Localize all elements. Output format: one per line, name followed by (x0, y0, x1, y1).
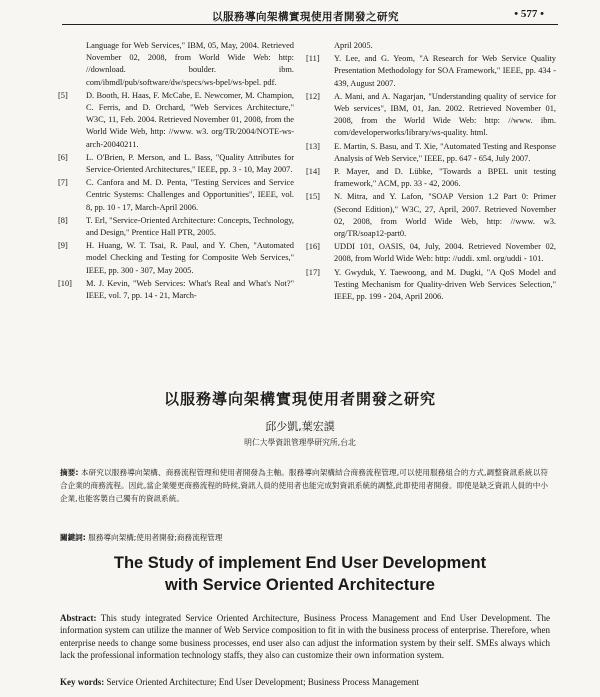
reference-number: [5] (58, 90, 68, 100)
reference-number: [15] (306, 192, 320, 202)
authors-chinese: 邱少凱,葉宏謨 (265, 420, 335, 433)
reference-number: [9] (58, 241, 68, 251)
reference-item (306, 53, 556, 90)
reference-text: A. Mani, and A. Nagarjan, "Understanding quality of service for Web services", IBM, 01, Jan. 2002. Retrieved November 01, 2008, from the World Wide Web: http: //www. ibm. com/developerworks/library/ws-quality. html. (334, 91, 556, 138)
reference-text: E. Martin, S. Basu, and T. Xie, "Automated Testing and Response Analysis of Web Service," IEEE, pp. 647 - 654, July 2007. (334, 141, 556, 163)
keywords-label-chinese: 關鍵詞: (60, 533, 86, 542)
reference-number: [14] (306, 167, 320, 177)
keywords-english (60, 677, 550, 687)
abstract-chinese (60, 466, 548, 505)
reference-number: [17] (306, 267, 320, 277)
paper-title-english (0, 552, 600, 596)
abstract-english (60, 612, 550, 662)
abstract-label-english: Abstract: (60, 613, 97, 623)
keywords-text-english: Service Oriented Architecture; End User Development; Business Process Management (106, 677, 419, 687)
reference-item (58, 90, 294, 151)
reference-item (306, 40, 556, 52)
reference-item (58, 177, 294, 214)
abstract-text-chinese: 本研究以服務導向架構、商務流程管理和使用者開發為主軸。服務導向架構結合商務流程管理,可以使用服務組合的方式,調整資訊系統以符合企業的商務流程。因此,當企業變更商務流程的時候,資訊人員的使用者也能完成對資訊系統的調整,此即使用者開發。即使是缺乏資訊人員的中小企業,也能客製自己獨有的資訊系統。 (60, 468, 548, 503)
reference-number: [8] (58, 215, 68, 225)
reference-number: [13] (306, 141, 320, 151)
page-header (62, 6, 558, 25)
reference-item (306, 166, 556, 190)
reference-text: UDDI 101, OASIS, 04, July, 2004. Retrieved November 02, 2008, from World Wide Web: http: //uddi. xml. org/uddi - 101. (334, 242, 556, 264)
reference-item (306, 241, 556, 265)
reference-item (58, 240, 294, 277)
reference-text: N. Mitra, and Y. Lafon, "SOAP Version 1.2 Part 0: Primer (Second Edition)," W3C, 27, April, 2007. Retrieved November 02, 2008, from World Wide Web, http: //www. w3. org/TR/soap12-part0. (334, 192, 556, 239)
affiliation-chinese: 明仁大學資訊管理學研究所,台北 (244, 438, 356, 447)
reference-text: Language for Web Services," IBM, 05, May, 2004. Retrieved November 02, 2008, from World Wide Web: http: //download. boulder. ibm. com/ibmdl/pub/software/dw/specs/ws-bpel/ws-bpel. pdf. (86, 41, 294, 87)
keywords-label-english: Key words: (60, 677, 105, 687)
reference-item (58, 152, 294, 176)
reference-item (306, 91, 556, 140)
reference-number: [6] (58, 152, 68, 162)
running-title: 以服務導向架構實現使用者開發之研究 (212, 12, 399, 23)
page-number: • 577 • (514, 8, 544, 20)
keywords-chinese (60, 532, 548, 543)
title-english-line-1: The Study of implement End User Development (113, 554, 487, 572)
reference-text: T. Erl, "Service-Oriented Architecture: Concepts, Technology, and Design," Prentice Hall PTR, 2005. (86, 215, 294, 238)
keywords-text-chinese: 服務導向架構;使用者開發;商務流程管理 (88, 533, 223, 542)
reference-text: Y. Lee, and G. Yeom, "A Research for Web Service Quality Presentation Methodology for SOA Framework," IEEE, pp. 434 - 439, August 2007. (334, 54, 556, 88)
reference-text: P. Mayer, and D. Lübke, "Towards a BPEL unit testing framework," ACM, pp. 33 - 42, 2006. (334, 167, 556, 189)
abstract-label-chinese: 摘要: (60, 468, 79, 477)
abstract-text-english: This study integrated Service Oriented Architecture, Business Process Management and End User Development. The information system can utilize the manner of Web Service composition to fit in with the business process of enterprise. Therefore, when enterprise needs to change some business processes, end user also can adjust the information system by their self. SMEs always which lack the professional information technology staffs, they also can customize their own information system. (60, 613, 550, 661)
reference-text: M. J. Kevin, "Web Services: What's Real and What's Not?" IEEE, vol. 7, pp. 14 - 21, March- (86, 278, 294, 301)
reference-text: C. Canfora and M. D. Penta, "Testing Services and Service Centric Systems: Challenges and Opportunities", IEEE, vol. 8, pp. 10 - 17, March-April 2006. (86, 178, 294, 212)
reference-item (306, 191, 556, 240)
reference-item (58, 215, 294, 239)
reference-number: [7] (58, 178, 68, 188)
reference-number: [16] (306, 242, 320, 252)
reference-text: L. O'Brien, P. Merson, and L. Bass, "Quality Attributes for Service-Oriented Architectures," IEEE, pp. 3 - 10, May 2007. (86, 152, 294, 175)
reference-text: Y. Gwyduk, Y. Taewoong, and M. Dugki, "A QoS Model and Testing Mechanism for Quality-driven Web Services Selection," IEEE, pp. 199 - 204, April 2006. (334, 267, 556, 302)
reference-item (58, 278, 294, 302)
references-left-column (58, 40, 294, 303)
reference-text: D. Booth, H. Haas, F. McCabe, E. Newcomer, M. Champion, C. Ferris, and D. Orchard, "Web Services Architecture," W3C, 11, Feb. 2004. Retrieved November 01, 2008, from the World Wide Web, http: //www. w3. org/TR/2004/NOTE-ws-arch-20040211. (86, 90, 294, 149)
reference-item (306, 267, 556, 304)
title-english-line-2: with Service Oriented Architecture (165, 576, 435, 594)
references-right-column (306, 40, 556, 304)
reference-text: H. Huang, W. T. Tsai, R. Paul, and Y. Chen, "Automated model Checking and Testing for Composite Web Services," IEEE, pp. 300 - 307, May 2005. (86, 241, 294, 275)
reference-item (306, 141, 556, 165)
reference-number: [10] (58, 278, 72, 288)
reference-item (58, 40, 294, 89)
reference-number: [11] (306, 54, 320, 64)
reference-text: April 2005. (334, 41, 373, 50)
reference-number: [12] (306, 91, 320, 101)
paper-title-chinese: 以服務導向架構實現使用者開發之研究 (163, 390, 436, 408)
